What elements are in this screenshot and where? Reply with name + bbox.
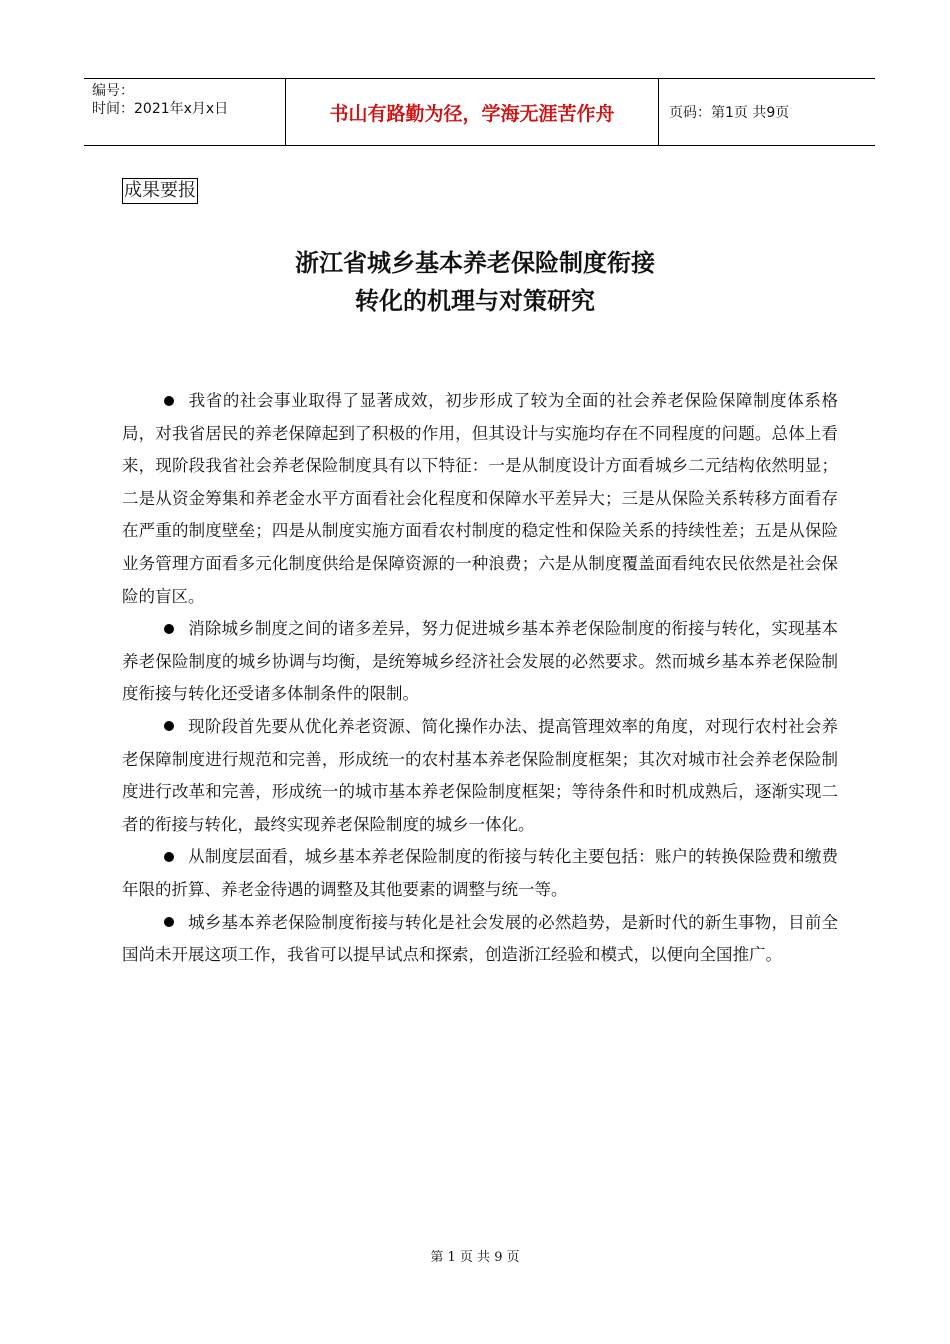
page-footer: 第 1 页 共 9 页 [430, 1250, 520, 1265]
bullet-icon [164, 624, 174, 634]
header-table [84, 78, 875, 146]
report-tag: 成果要报 [122, 178, 198, 204]
paragraph-text: 消除城乡制度之间的诸多差异，努力促进城乡基本养老保险制度的衔接与转化，实现基本养老保险制度的城乡协调与均衡，是统筹城乡经济社会发展的必然要求。然而城乡基本养老保险制度衔接与转化还受诸多体制条件的限制。 [122, 619, 838, 704]
bullet-icon [164, 396, 174, 406]
paragraph-text: 城乡基本养老保险制度衔接与转化是社会发展的必然趋势，是新时代的新生事物，目前全国尚未开展这项工作，我省可以提早试点和探索，创造浙江经验和模式，以便向全国推广。 [122, 912, 838, 965]
bullet-icon [164, 917, 174, 927]
document-body [122, 385, 838, 972]
bullet-paragraph [122, 907, 838, 972]
bullet-paragraph [122, 841, 838, 906]
header-motto: 书山有路勤为径，学海无涯苦作舟 [286, 79, 659, 145]
paragraph-text: 从制度层面看，城乡基本养老保险制度的衔接与转化主要包括：账户的转换保险费和缴费年限的折算、养老金待遇的调整及其他要素的调整与统一等。 [122, 847, 838, 899]
bullet-paragraph [122, 711, 838, 841]
bullet-icon [164, 852, 174, 862]
paragraph-text: 我省的社会事业取得了显著成效，初步形成了较为全面的社会养老保险保障制度体系格局，对我省居民的养老保障起到了积极的作用，但其设计与实施均存在不同程度的问题。总体上看来，现阶段我省社会养老保险制度具有以下特征：一是从制度设计方面看城乡二元结构依然明显；二是从资金筹集和养老金水平方面看社会化程度和保障水平差异大；三是从保险关系转移方面看存在严重的制度壁垒；四是从制度实施方面看农村制度的稳定性和保险关系的持续性差；五是从保险业务管理方面看多元化制度供给是保障资源的一种浪费；六是从制度覆盖面看纯农民依然是社会保险的盲区。 [122, 391, 838, 606]
document-number-label: 编号： [92, 83, 134, 99]
document-time-label: 时间：2021年x月x日 [92, 101, 229, 117]
bullet-paragraph [122, 613, 838, 711]
bullet-paragraph [122, 385, 838, 613]
bullet-icon [164, 721, 174, 731]
document-title-line-2: 转化的机理与对策研究 [355, 286, 595, 315]
document-title-line-1: 浙江省城乡基本养老保险制度衔接 [295, 248, 655, 277]
paragraph-text: 现阶段首先要从优化养老资源、简化操作办法、提高管理效率的角度，对现行农村社会养老保障制度进行规范和完善，形成统一的农村基本养老保险制度框架；其次对城市社会养老保险制度进行改革和完善，形成统一的城市基本养老保险制度框架；等待条件和时机成熟后，逐渐实现二者的衔接与转化，最终实现养老保险制度的城乡一体化。 [122, 716, 838, 834]
header-meta [84, 79, 286, 145]
header-page-label: 页码：第1页 共9页 [669, 105, 790, 121]
